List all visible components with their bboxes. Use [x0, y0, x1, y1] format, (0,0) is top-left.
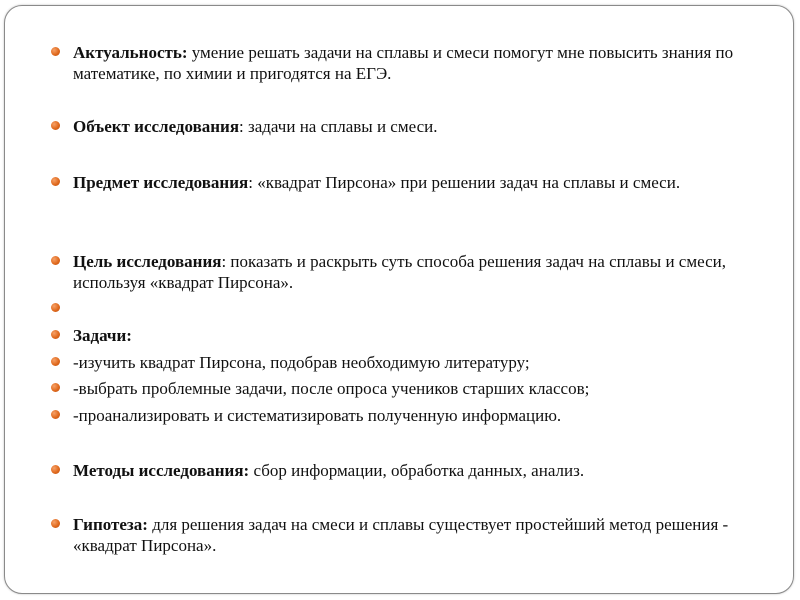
subject-label: Предмет исследования [73, 173, 249, 192]
bullet-icon [51, 519, 60, 528]
relevance-paragraph [73, 42, 763, 84]
object-text: : задачи на сплавы и смеси. [239, 117, 438, 136]
methods-label: Методы исследования: [73, 461, 250, 480]
relevance-text: умение решать задачи на сплавы и смеси помогут мне повысить знания по математике, по химии и пригодятся на ЕГЭ. [73, 43, 734, 83]
task-text: -проанализировать и систематизировать полученную информацию. [73, 406, 562, 425]
hypothesis-text: для решения задач на смеси и сплавы существует простейший метод решения - «квадрат Пирсона». [73, 515, 729, 555]
task-item-1 [73, 352, 763, 373]
goal-text: : показать и раскрыть суть способа решения задач на сплавы и смеси, используя «квадрат Пирсона». [73, 252, 726, 292]
slide-frame [4, 5, 794, 594]
bullet-icon [51, 47, 60, 56]
bullet-icon [51, 121, 60, 130]
goal-paragraph [73, 251, 763, 293]
hypothesis-paragraph [73, 514, 763, 556]
task-text: -изучить квадрат Пирсона, подобрав необходимую литературу; [73, 353, 530, 372]
subject-paragraph [73, 172, 763, 193]
hypothesis-label: Гипотеза: [73, 515, 148, 534]
bullet-icon [51, 383, 60, 392]
bullet-icon [51, 177, 60, 186]
task-text: -выбрать проблемные задачи, после опроса учеников старших классов; [73, 379, 590, 398]
object-label: Объект исследования [73, 117, 240, 136]
bullet-icon [51, 410, 60, 419]
bullet-icon [51, 465, 60, 474]
bullet-icon [51, 303, 60, 312]
relevance-label: Актуальность: [73, 43, 188, 62]
bullet-icon [51, 357, 60, 366]
methods-text: сбор информации, обработка данных, анализ. [249, 461, 585, 480]
bullet-icon [51, 330, 60, 339]
tasks-label: Задачи: [73, 326, 132, 345]
subject-text: : «квадрат Пирсона» при решении задач на сплавы и смеси. [248, 173, 681, 192]
methods-paragraph [73, 460, 763, 481]
goal-label: Цель исследования [73, 252, 222, 271]
object-paragraph [73, 116, 763, 137]
task-item-2 [73, 378, 763, 399]
bullet-icon [51, 256, 60, 265]
task-item-3 [73, 405, 763, 426]
tasks-heading [73, 325, 763, 346]
